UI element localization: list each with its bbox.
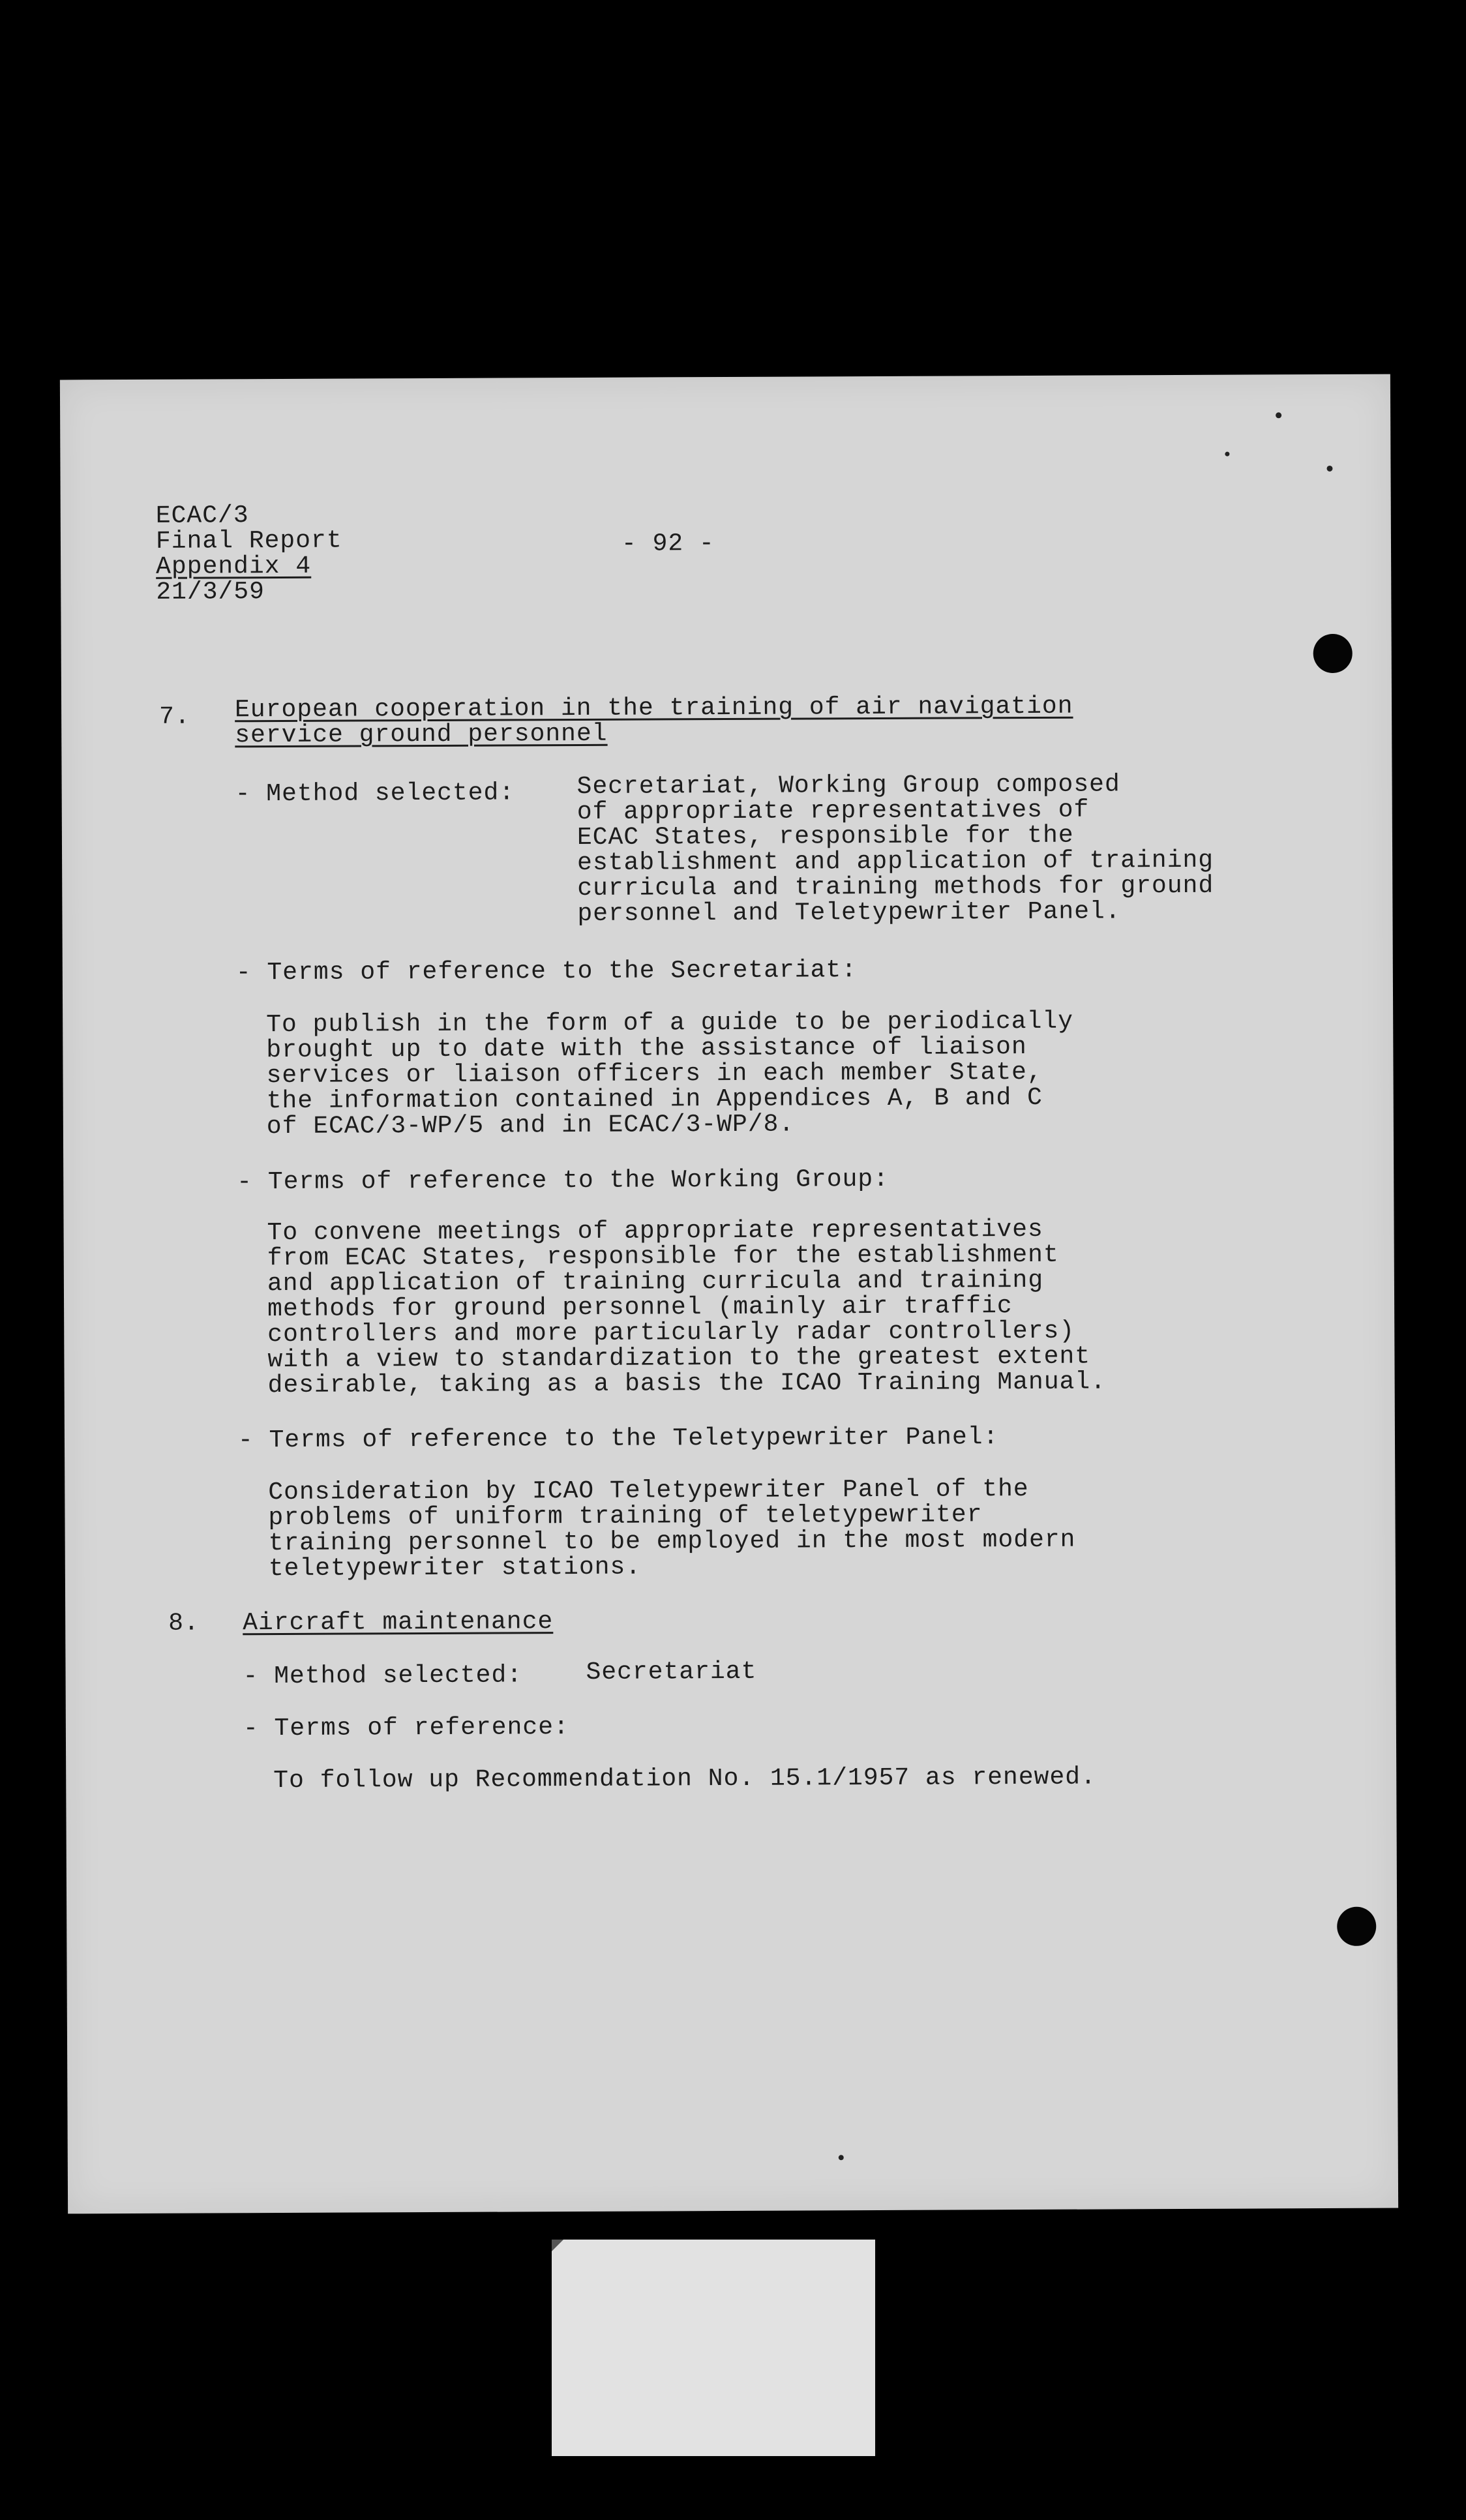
tor-panel-line-3: training personnel to be employed in the most modern [268,1525,1076,1558]
tor-working-group-line-3: and application of training curricula and training [267,1266,1044,1298]
section-8-tor-text: To follow up Recommendation No. 15.1/1957 as renewed. [273,1763,1096,1795]
section-8-tor-label: - Terms of reference: [243,1713,569,1743]
tor-secretariat-line-2: brought up to date with the assistance of liaison [266,1033,1027,1065]
tor-secretariat-line-4: the information contained in Appendices A, B and C [266,1083,1043,1116]
speck [1276,412,1281,418]
section-7-number: 7. [159,702,190,731]
method-selected-value-1: Secretariat, Working Group composed [576,770,1120,802]
tor-working-group-label: - Terms of reference to the Working Group: [237,1165,890,1197]
punch-hole-bottom [1337,1907,1376,1946]
section-8-number: 8. [168,1609,200,1638]
method-selected-value-4: establishment and application of training [577,846,1214,878]
tor-working-group-line-5: controllers and more particularly radar controllers) [267,1317,1075,1349]
tor-working-group-line-4: methods for ground personnel (mainly air traffic [267,1292,1013,1324]
tor-panel-line-4: teletypewriter stations. [268,1553,642,1583]
tor-panel-line-1: Consideration by ICAO Teletypewriter Panel of the [268,1475,1029,1507]
speck [1225,452,1229,457]
document-page [60,374,1398,2214]
film-frame-stub-corner [552,2240,563,2251]
tor-secretariat-label: - Terms of reference to the Secretariat: [235,956,858,987]
section-7-title-line1: European cooperation in the training of air navigation [234,692,1073,725]
tor-working-group-line-6: with a view to standardization to the greatest extent [267,1342,1091,1375]
method-selected-value-3: ECAC States, responsible for the [576,821,1074,852]
tor-secretariat-line-1: To publish in the form of a guide to be periodically [266,1007,1074,1040]
section-8-title: Aircraft maintenance [243,1608,554,1638]
tor-working-group-line-1: To convene meetings of appropriate representatives [267,1215,1043,1248]
section-7-title-line2: service ground personnel [235,719,608,750]
method-selected-value-6: personnel and Teletypewriter Panel. [577,897,1121,929]
doc-type: Final Report [155,526,342,556]
tor-working-group-line-7: desirable, taking as a basis the ICAO Training Manual. [267,1368,1107,1400]
doc-ref: ECAC/3 [155,502,249,530]
page-number: - 92 - [621,530,715,558]
method-selected-value-5: curricula and training methods for ground [577,871,1214,903]
punch-hole-top [1313,634,1353,673]
method-selected-label: - Method selected: [235,779,515,809]
film-frame-stub [552,2240,875,2456]
speck [839,2155,844,2160]
tor-panel-line-2: problems of uniform training of teletypewriter [268,1501,983,1533]
method-selected-value-2: of appropriate representatives of [576,796,1090,827]
section-8-method-label: - Method selected: [243,1661,523,1691]
tor-secretariat-line-5: of ECAC/3-WP/5 and in ECAC/3-WP/8. [266,1110,795,1141]
speck [1326,466,1332,472]
doc-date: 21/3/59 [156,578,265,607]
doc-appendix: Appendix 4 [156,552,312,581]
tor-secretariat-line-3: services or liaison officers in each member State, [266,1058,1043,1090]
section-8-method-value: Secretariat [586,1657,757,1687]
tor-working-group-line-2: from ECAC States, responsible for the establishment [267,1240,1059,1273]
tor-teletypewriter-panel-label: - Terms of reference to the Teletypewriter Panel: [237,1423,999,1455]
